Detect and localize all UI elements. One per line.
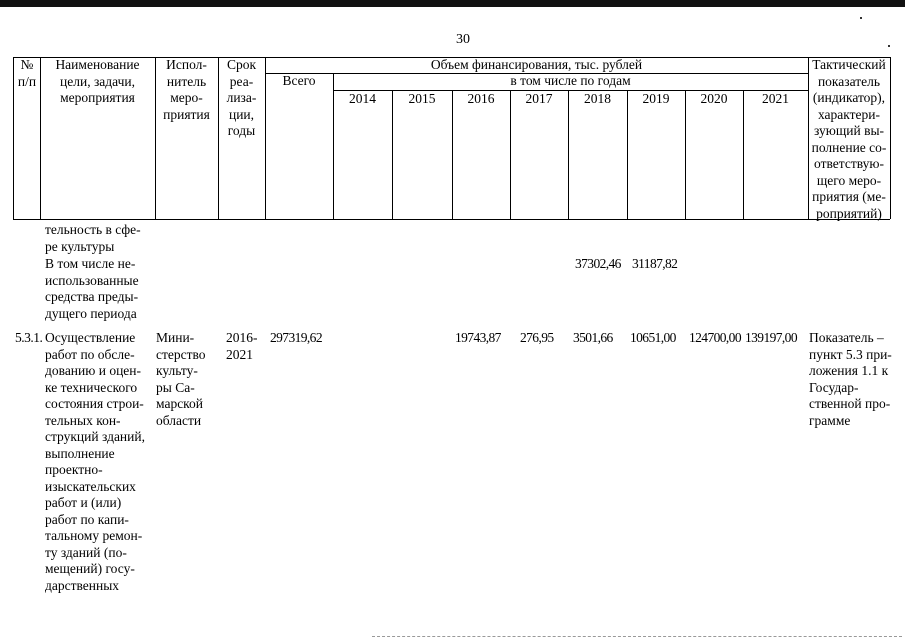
col-line bbox=[627, 90, 628, 219]
row-2016: 19743,87 bbox=[455, 330, 501, 345]
header-executor: Испол- нитель меро- приятия bbox=[163, 57, 210, 122]
col-line bbox=[392, 90, 393, 219]
unused-funds-2019: 31187,82 bbox=[632, 256, 678, 271]
col-line bbox=[568, 90, 569, 219]
col-line bbox=[743, 90, 744, 219]
unused-funds-name: В том числе не- использованные средства преды- дущего периода bbox=[45, 256, 139, 321]
header-indicator: Тактический показатель (индикатор), характери- зующий вы- полнение со- ответствую- щего меро- приятия (ме- роприятий) bbox=[811, 57, 887, 221]
row-2019: 10651,00 bbox=[630, 330, 676, 345]
row-2017: 276,95 bbox=[520, 330, 554, 345]
continuation-name: тельность в сфе- ре культуры bbox=[45, 222, 141, 254]
col-line bbox=[510, 90, 511, 219]
header-total: Всего bbox=[282, 73, 316, 88]
header-year: 2015 bbox=[408, 91, 436, 106]
header-name: Наименование цели, задачи, мероприятия bbox=[55, 57, 140, 105]
header-year: 2014 bbox=[349, 91, 376, 106]
row-name: Осуществление работ по обсле- дованию и оцен- ке технического состояния строи- тельных кон- струкций зданий, выполнение проектно- изыскательских работ и (или) работ по капи- тальному ремон- ту зданий (по- мещений) госу- дарственных bbox=[45, 330, 145, 593]
row-2018: 3501,66 bbox=[573, 330, 613, 345]
col-line bbox=[890, 57, 891, 219]
unused-funds-2018: 37302,46 bbox=[575, 256, 621, 271]
col-line bbox=[452, 90, 453, 219]
bottom-edge bbox=[372, 636, 902, 637]
row-2021: 139197,00 bbox=[745, 330, 797, 345]
row-term: 2016- 2021 bbox=[226, 330, 258, 362]
scan-dot bbox=[888, 45, 890, 47]
header-year: 2021 bbox=[762, 91, 789, 106]
header-year: 2018 bbox=[584, 91, 611, 106]
top-border bbox=[0, 0, 905, 7]
row-number: 5.3.1. bbox=[15, 330, 43, 345]
header-year: 2017 bbox=[525, 91, 553, 106]
header-term: Срок реа- лиза- ции, годы bbox=[226, 57, 257, 138]
scan-dot bbox=[860, 17, 862, 19]
header-no: № п/п bbox=[17, 57, 37, 89]
row-2020: 124700,00 bbox=[689, 330, 741, 345]
header-by-years: в том числе по годам bbox=[510, 73, 631, 88]
row-total: 297319,62 bbox=[270, 330, 322, 345]
header-year: 2019 bbox=[642, 91, 670, 106]
header-year: 2016 bbox=[467, 91, 495, 106]
header-bottom-line bbox=[13, 219, 890, 220]
header-year: 2020 bbox=[700, 91, 728, 106]
page-number: 30 bbox=[456, 32, 470, 47]
row-indicator: Показатель – пункт 5.3 при- ложения 1.1 к Государ- ственной про- грамме bbox=[809, 330, 892, 428]
row-executor: Мини- стерство культу- ры Са- марской области bbox=[156, 330, 206, 428]
col-line bbox=[685, 90, 686, 219]
header-funding-title: Объем финансирования, тыс. рублей bbox=[430, 57, 643, 72]
